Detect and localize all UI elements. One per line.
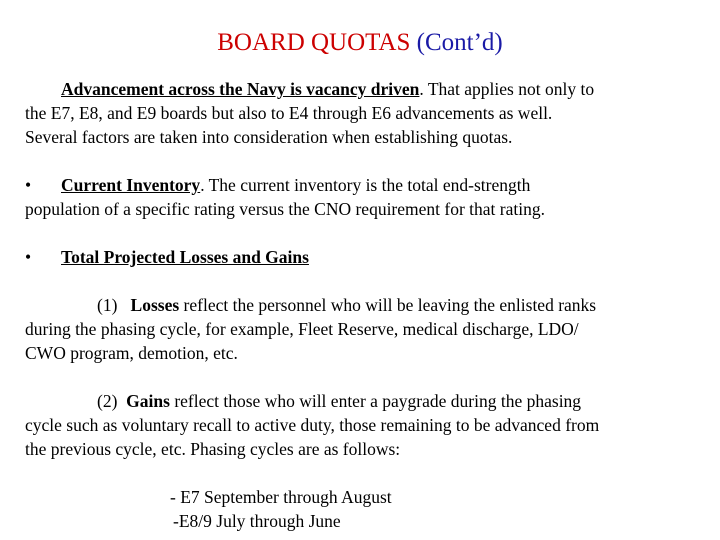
losses-number: (1) [97,295,118,315]
gains-line-2: cycle such as voluntary recall to active duty, those remaining to be advanced from [25,415,600,435]
intro-line-1 [61,77,594,101]
page-title [0,26,720,60]
gains-term: Gains [126,391,170,411]
bullet-current-inventory [25,173,530,197]
bullet1-rest: . The current inventory is the total end-strength [200,175,531,195]
intro-lead-end: . That applies not only to [419,79,595,99]
intro-line-2: the E7, E8, and E9 boards but also to E4 through E6 advancements as well. [25,103,553,123]
bullet-marker: • [25,175,32,195]
title-main: BOARD QUOTAS [217,29,411,56]
losses-line-3: CWO program, demotion, etc. [25,343,238,363]
losses-line-1 [97,293,596,317]
title-paren: (Cont’d) [416,29,503,56]
cycle-item: -E8/9 July through June [173,511,341,531]
bullet-marker: • [25,247,32,267]
cycle-item: - E7 September through August [170,487,392,507]
gains-number: (2) [97,391,118,411]
intro-lead: Advancement across the Navy is vacancy driven [61,79,420,99]
gains-line-3: the previous cycle, etc. Phasing cycles are as follows: [25,439,401,459]
gains-line-1 [97,389,581,413]
losses-rest: reflect the personnel who will be leaving the enlisted ranks [179,295,597,315]
bullet-losses-gains [25,245,309,269]
losses-line-2: during the phasing cycle, for example, Fleet Reserve, medical discharge, LDO/ [25,319,579,339]
bullet1-heading: Current Inventory [61,175,201,195]
bullet2-heading: Total Projected Losses and Gains [61,247,309,267]
bullet1-line-2: population of a specific rating versus the CNO requirement for that rating. [25,199,545,219]
intro-line-3: Several factors are taken into consideration when establishing quotas. [25,127,513,147]
gains-rest: reflect those who will enter a paygrade during the phasing [169,391,582,411]
losses-term: Losses [130,295,180,315]
